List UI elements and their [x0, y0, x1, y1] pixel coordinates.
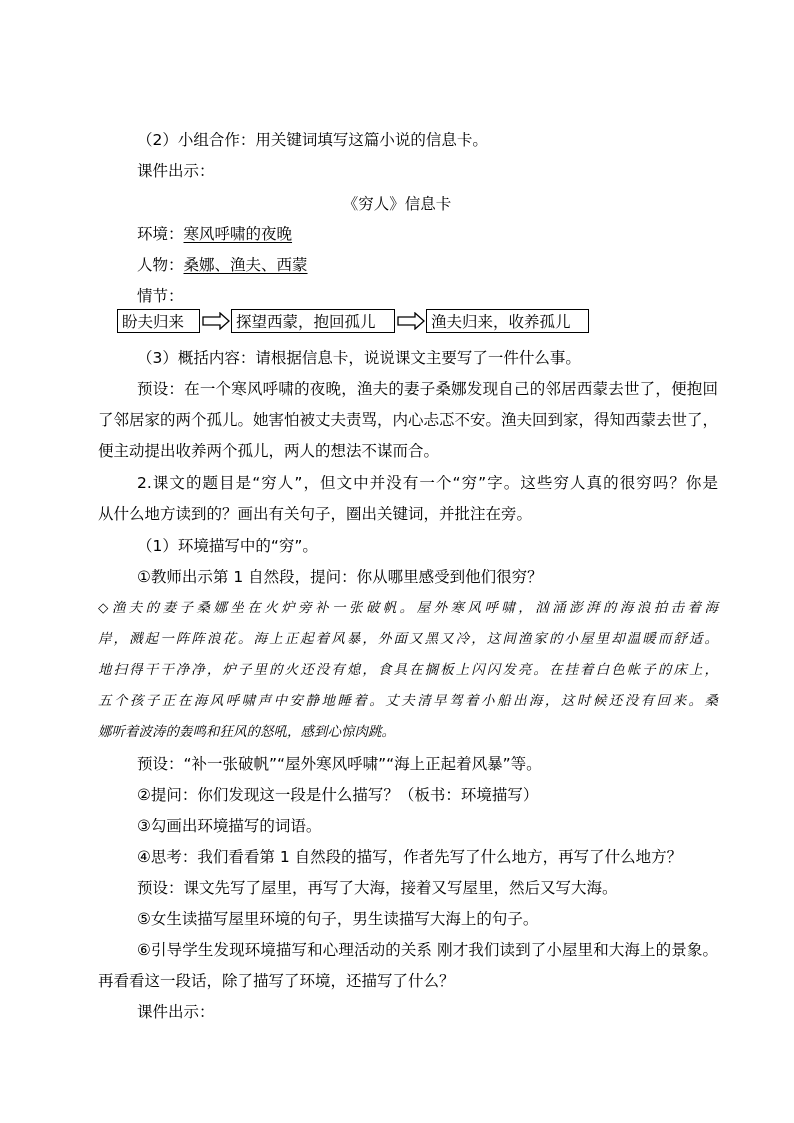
- excerpt-line: 娜听着波涛的轰鸣和狂风的怒吼，感到心惊肉跳。: [98, 724, 395, 740]
- characters-label: 人物：: [137, 256, 184, 274]
- summary-preset-line: 预设：在一个寒风呼啸的夜晚，渔夫的妻子桑娜发现自己的邻居西蒙去世了，便抱回: [137, 380, 718, 398]
- section-heading: （1）环境描写中的“穷”。: [137, 537, 318, 555]
- environment-row: [137, 224, 292, 244]
- plot-label: 情节：: [137, 287, 184, 305]
- summary-task-line: （3）概括内容：请根据信息卡，说说课文主要写了一件什么事。: [137, 349, 581, 367]
- question-line: 2.课文的题目是“穷人”，但文中并没有一个“穷”字。这些穷人真的很穷吗？你是: [137, 474, 718, 492]
- excerpt-line: 五个孩子正在海风呼啸声中安静地睡着。丈夫清早驾着小船出海，这时候还没有回来。桑: [98, 693, 718, 709]
- courseware-label: 课件出示：: [137, 1003, 215, 1021]
- group-task-line: （2）小组合作：用关键词填写这篇小说的信息卡。: [137, 131, 488, 149]
- right-arrow-icon: [202, 312, 230, 330]
- guidance-line: ⑥引导学生发现环境描写和心理活动的关系 刚才我们读到了小屋里和大海上的景象。: [137, 941, 718, 959]
- environment-label: 环境：: [137, 225, 184, 243]
- characters-row: [137, 255, 308, 275]
- question-line: ④思考：我们看看第 1 自然段的描写，作者先写了什么地方，再写了什么地方？: [137, 848, 683, 866]
- plot-step-1: 盼夫归来: [117, 309, 200, 333]
- teacher-prompt-line: ①教师出示第 1 自然段，提问：你从哪里感受到他们很穷？: [137, 568, 543, 586]
- guidance-line: 再看看这一段话，除了描写了环境，还描写了什么？: [98, 972, 455, 990]
- summary-preset-line: 便主动提出收养两个孤儿，两人的想法不谋而合。: [98, 442, 440, 460]
- excerpt-line: 地扫得干干净净，炉子里的火还没有熄，食具在搁板上闪闪发亮。在挂着白色帐子的床上，: [98, 662, 718, 678]
- preset-line: 预设：“补一张破帆”“屋外寒风呼啸”“海上正起着风暴”等。: [137, 755, 542, 773]
- task-line: ③勾画出环境描写的词语。: [137, 817, 322, 835]
- summary-preset-line: 了邻居家的两个孤儿。她害怕被丈夫责骂，内心忐忑不安。渔夫回到家，得知西蒙去世了，: [98, 411, 719, 429]
- characters-value: 桑娜、渔夫、西蒙: [183, 256, 308, 274]
- plot-step-3: 渔夫归来，收养孤儿: [426, 309, 589, 333]
- excerpt-line: ◇渔夫的妻子桑娜坐在火炉旁补一张破帆。屋外寒风呼啸，汹涌澎湃的海浪拍击着海: [98, 600, 718, 616]
- question-line: ②提问：你们发现这一段是什么描写？（板书：环境描写）: [137, 786, 539, 804]
- plot-step-2: 探望西蒙，抱回孤儿: [231, 309, 395, 333]
- task-line: ⑤女生读描写屋里环境的句子，男生读描写大海上的句子。: [137, 910, 539, 928]
- preset-line: 预设：课文先写了屋里，再写了大海，接着又写屋里，然后又写大海。: [137, 879, 618, 897]
- courseware-label: 课件出示：: [137, 162, 215, 180]
- info-card-title: 《穷人》信息卡: [342, 195, 452, 213]
- right-arrow-icon: [397, 312, 425, 330]
- environment-value: 寒风呼啸的夜晚: [183, 225, 293, 243]
- question-line: 从什么地方读到的？画出有关句子，圈出关键词，并批注在旁。: [98, 505, 533, 523]
- excerpt-line: 岸，溅起一阵阵浪花。海上正起着风暴，外面又黑又冷，这间渔家的小屋里却温暖而舒适。: [98, 631, 718, 647]
